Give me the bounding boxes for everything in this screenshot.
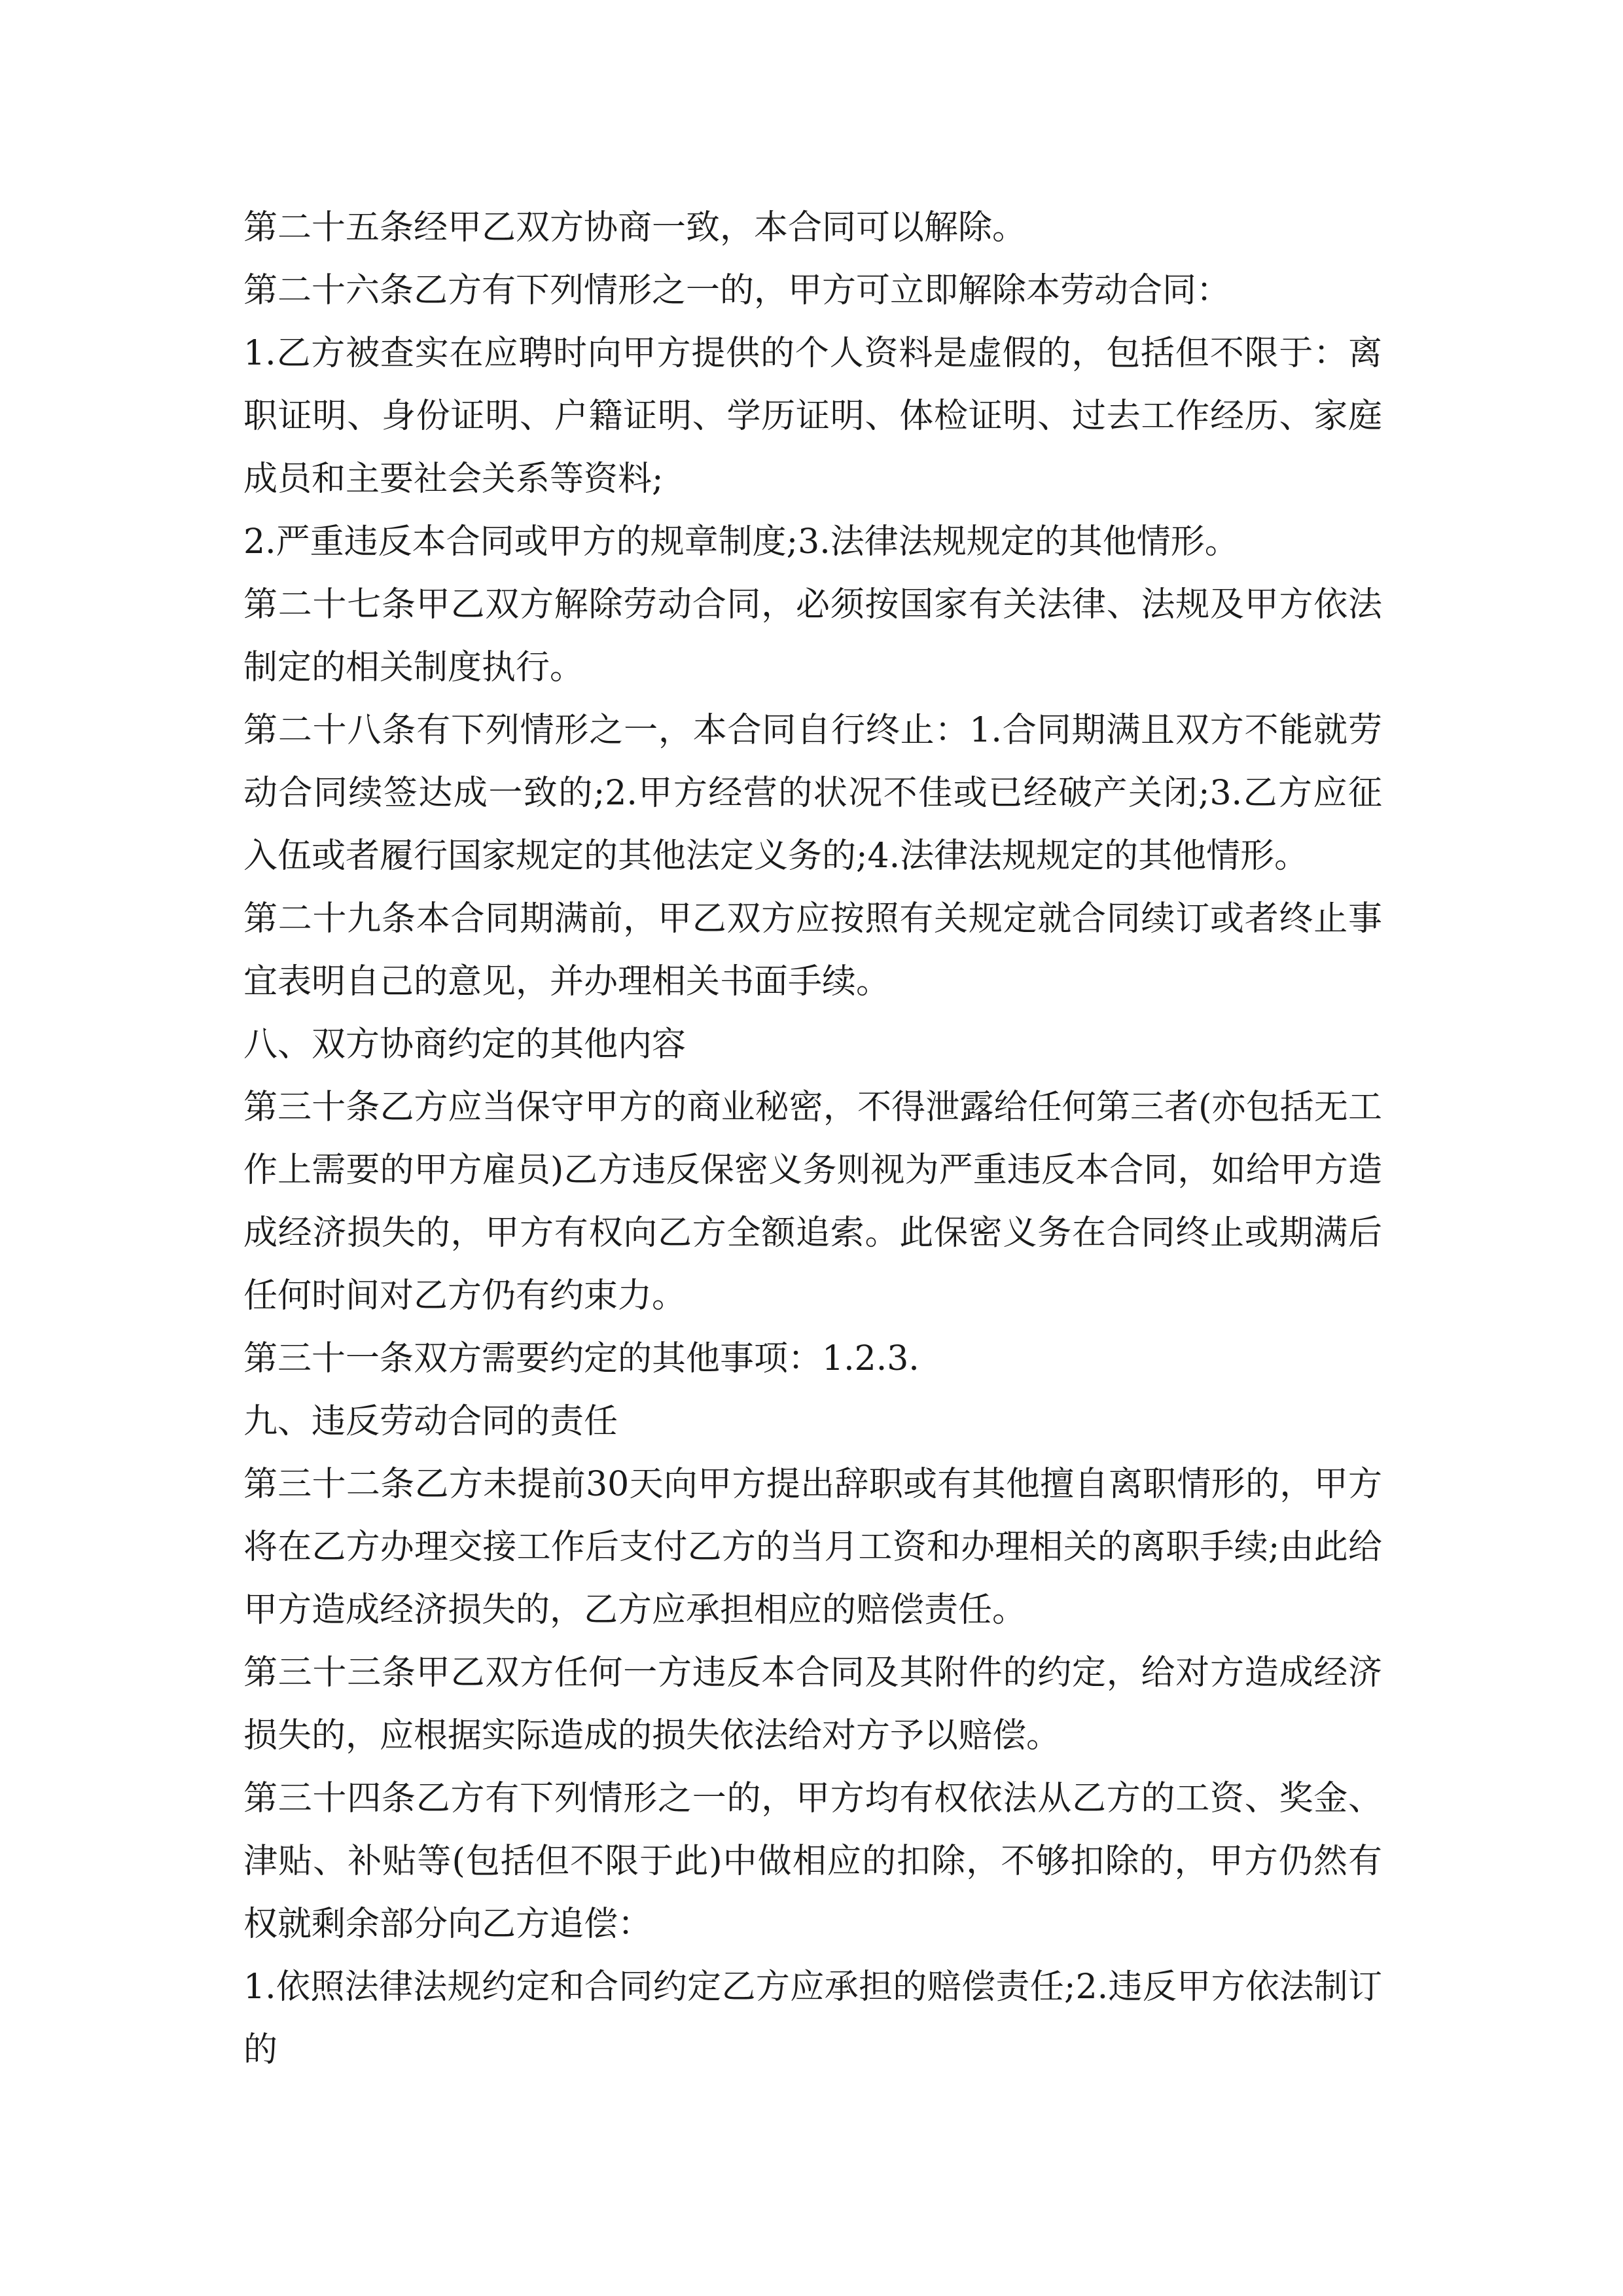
paragraph-article-32: 第三十二条乙方未提前30天向甲方提出辞职或有其他擅自离职情形的，甲方将在乙方办理交接工作后支付乙方的当月工资和办理相关的离职手续;由此给甲方造成经济损失的，乙方应承担相应的赔偿责任。: [243, 1465, 1382, 1630]
paragraph-article-26-items-2-3: 2.严重违反本合同或甲方的规章制度;3.法律法规规定的其他情形。: [243, 522, 1239, 562]
paragraph-article-28: 第二十八条有下列情形之一，本合同自行终止：1.合同期满且双方不能就劳动合同续签达成一致的;2.甲方经营的状况不佳或已经破产关闭;3.乙方应征入伍或者履行国家规定的其他法定义务的;4.法律法规规定的其他情形。: [243, 711, 1382, 876]
paragraph-article-29: 第二十九条本合同期满前，甲乙双方应按照有关规定就合同续订或者终止事宜表明自己的意见，并办理相关书面手续。: [243, 899, 1382, 1001]
paragraph-article-30: 第三十条乙方应当保守甲方的商业秘密，不得泄露给任何第三者(亦包括无工作上需要的甲方雇员)乙方违反保密义务则视为严重违反本合同，如给甲方造成经济损失的，甲方有权向乙方全额追索。此保密义务在合同终止或期满后任何时间对乙方仍有约束力。: [243, 1088, 1382, 1316]
paragraph-article-34: 第三十四条乙方有下列情形之一的，甲方均有权依法从乙方的工资、奖金、津贴、补贴等(包括但不限于此)中做相应的扣除，不够扣除的，甲方仍然有权就剩余部分向乙方追偿：: [243, 1779, 1382, 1944]
paragraph-article-34-items: 1.依照法律法规约定和合同约定乙方应承担的赔偿责任;2.违反甲方依法制订的: [243, 1967, 1382, 2070]
paragraph-article-26: 第二十六条乙方有下列情形之一的，甲方可立即解除本劳动合同：: [243, 271, 1231, 310]
section-heading-8: 八、双方协商约定的其他内容: [243, 1025, 687, 1064]
document-body: [243, 196, 1382, 2081]
section-heading-9: 九、违反劳动合同的责任: [243, 1402, 618, 1441]
paragraph-article-26-item-1: 1.乙方被查实在应聘时向甲方提供的个人资料是虚假的，包括但不限于：离职证明、身份证明、户籍证明、学历证明、体检证明、过去工作经历、家庭成员和主要社会关系等资料;: [243, 334, 1382, 499]
paragraph-article-25: 第二十五条经甲乙双方协商一致，本合同可以解除。: [243, 208, 1027, 247]
paragraph-article-27: 第二十七条甲乙双方解除劳动合同，必须按国家有关法律、法规及甲方依法制定的相关制度执行。: [243, 585, 1382, 687]
paragraph-article-33: 第三十三条甲乙双方任何一方违反本合同及其附件的约定，给对方造成经济损失的，应根据实际造成的损失依法给对方予以赔偿。: [243, 1653, 1382, 1755]
paragraph-article-31: 第三十一条双方需要约定的其他事项：1.2.3.: [243, 1339, 919, 1378]
